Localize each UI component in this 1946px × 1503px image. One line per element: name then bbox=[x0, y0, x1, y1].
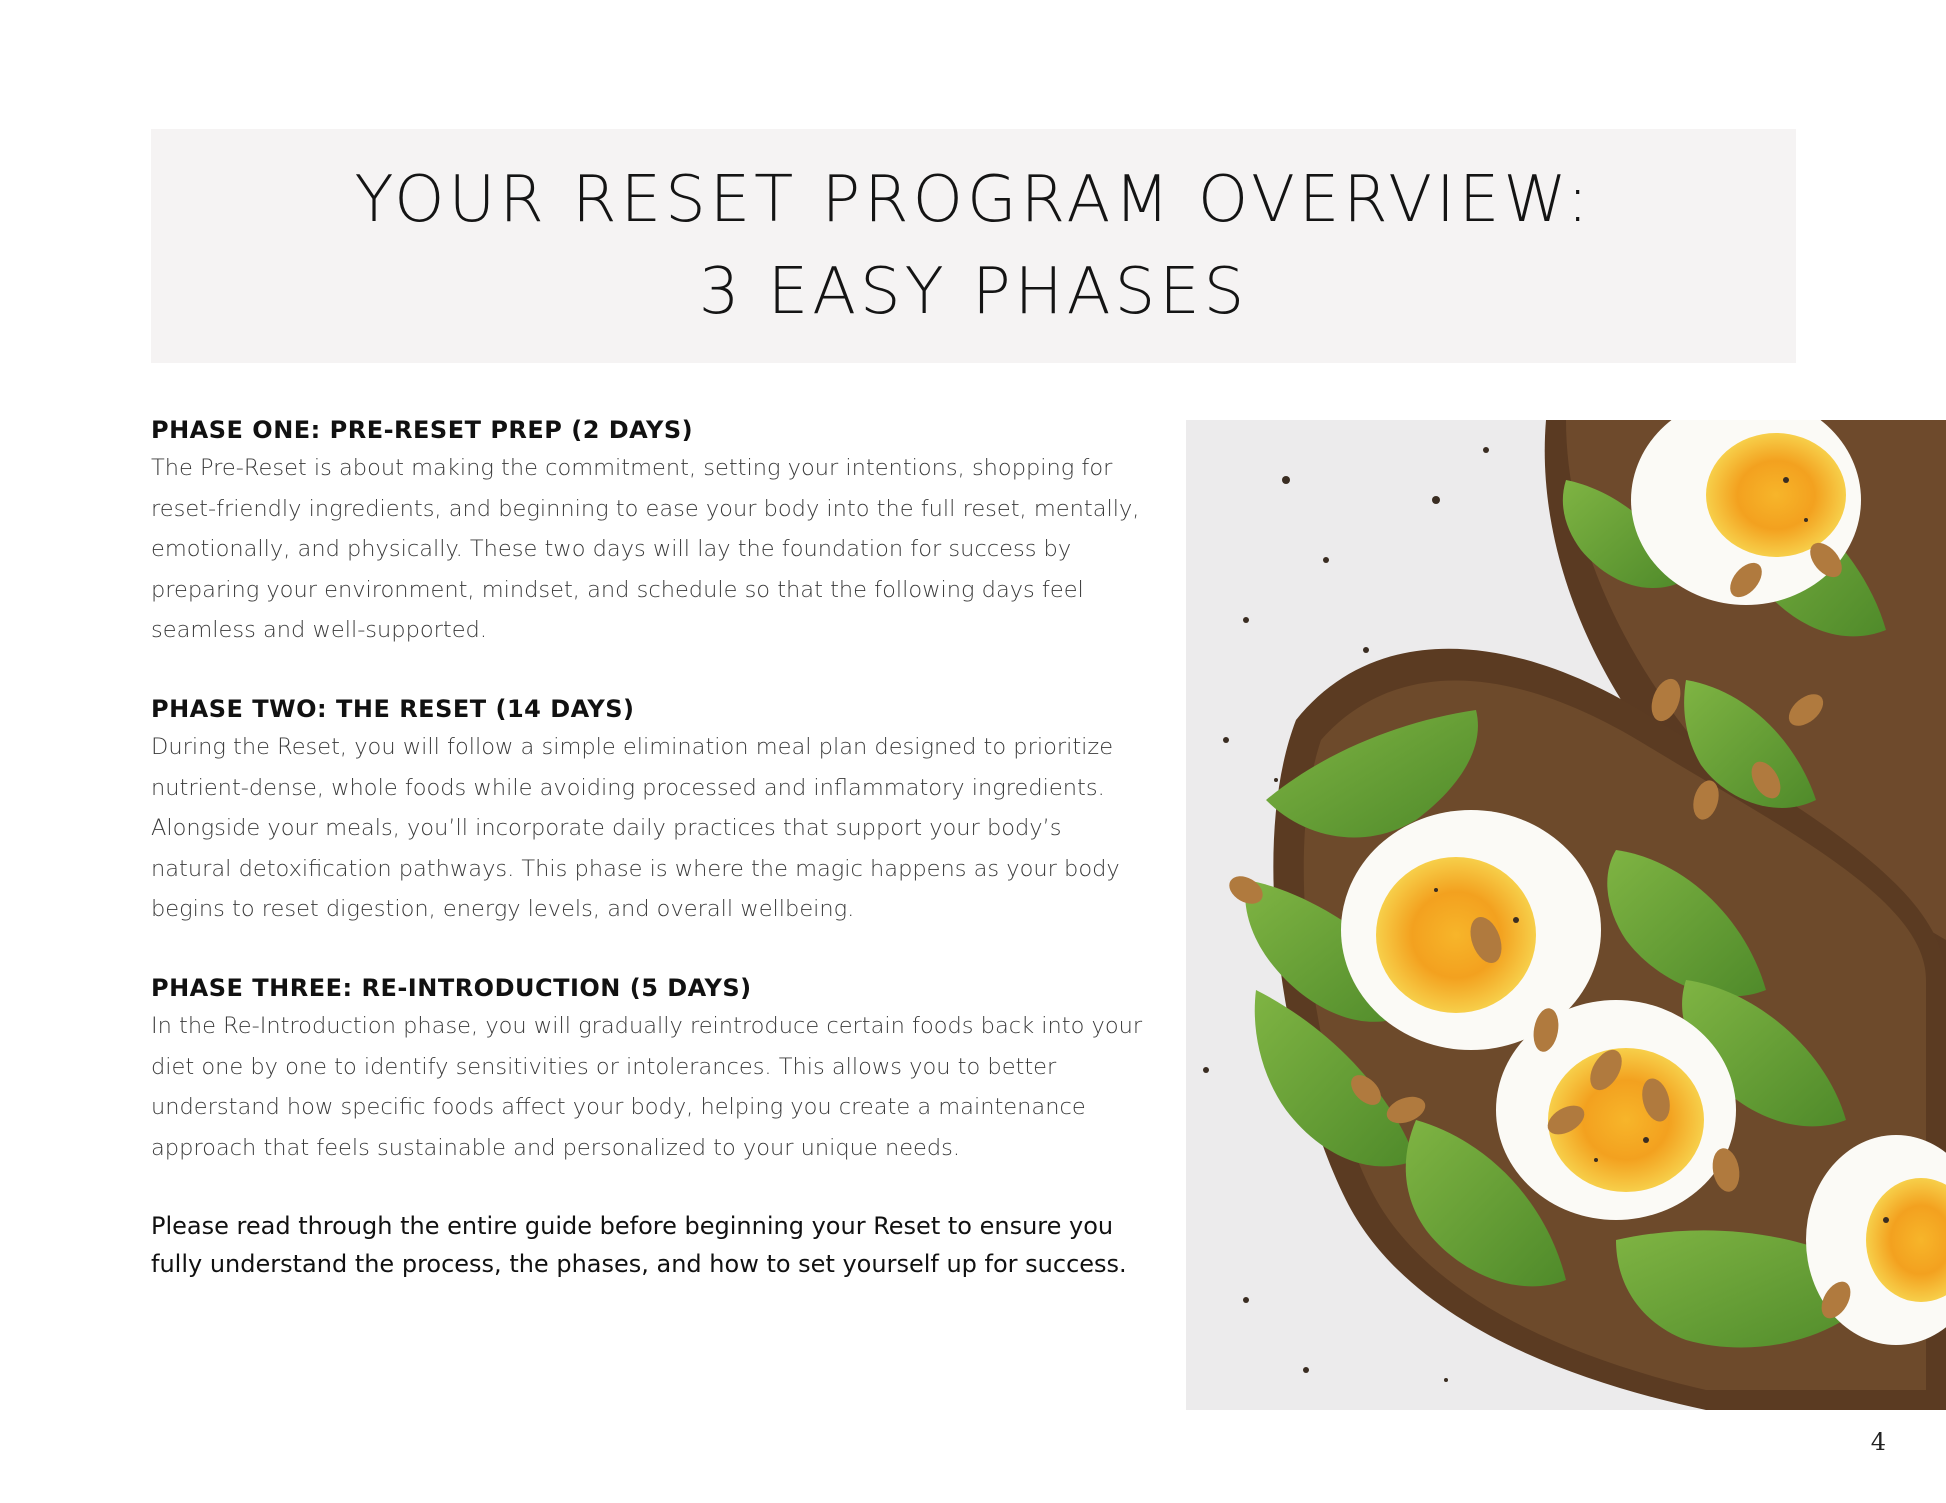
page-number: 4 bbox=[1870, 1428, 1886, 1456]
phase-description: The Pre-Reset is about making the commitment, setting your intentions, shopping for reset-friendly ingredients, and beginning to ease your body into the full reset, mentally, emotionally, and physically. These two days will lay the foundation for success by preparing your environment, mindset, and schedule so that the following days feel seamless and well-supported. bbox=[151, 455, 1140, 644]
phase-one-section bbox=[151, 412, 1147, 651]
phase-heading: PHASE TWO: THE RESET (14 DAYS) bbox=[151, 694, 635, 723]
phase-heading: PHASE THREE: RE-INTRODUCTION (5 DAYS) bbox=[151, 973, 752, 1002]
avocado-egg-toast-photo bbox=[1186, 420, 1946, 1410]
phase-three-section bbox=[151, 970, 1147, 1168]
phase-heading: PHASE ONE: PRE-RESET PREP (2 DAYS) bbox=[151, 416, 694, 444]
phase-two-section bbox=[151, 691, 1147, 930]
phase-description: In the Re-Introduction phase, you will gradually reintroduce certain foods back into your diet one by one to identify sensitivities or intolerances. This allows you to better understand how specific foods affect your body, helping you create a maintenance approach that feels sustainable and personalized to your unique needs. bbox=[151, 1012, 1143, 1161]
page-title-line-1: YOUR RESET PROGRAM OVERVIEW: bbox=[354, 163, 1593, 237]
page-title-line-2: 3 EASY PHASES bbox=[698, 255, 1249, 329]
title-banner bbox=[151, 129, 1796, 363]
closing-note: Please read through the entire guide before beginning your Reset to ensure you fully understand the process, the phases, and how to set yourself up for success. bbox=[151, 1212, 1127, 1278]
phase-list bbox=[151, 412, 1147, 1283]
phase-description: During the Reset, you will follow a simple elimination meal plan designed to prioritize nutrient-dense, whole foods while avoiding processed and inflammatory ingredients. Alongside your meals, you’ll incorporate daily practices that support your body’s natural detoxification pathways. This phase is where the magic happens as your body begins to reset digestion, energy levels, and overall wellbeing. bbox=[151, 733, 1120, 923]
food-illustration bbox=[1186, 420, 1946, 1410]
